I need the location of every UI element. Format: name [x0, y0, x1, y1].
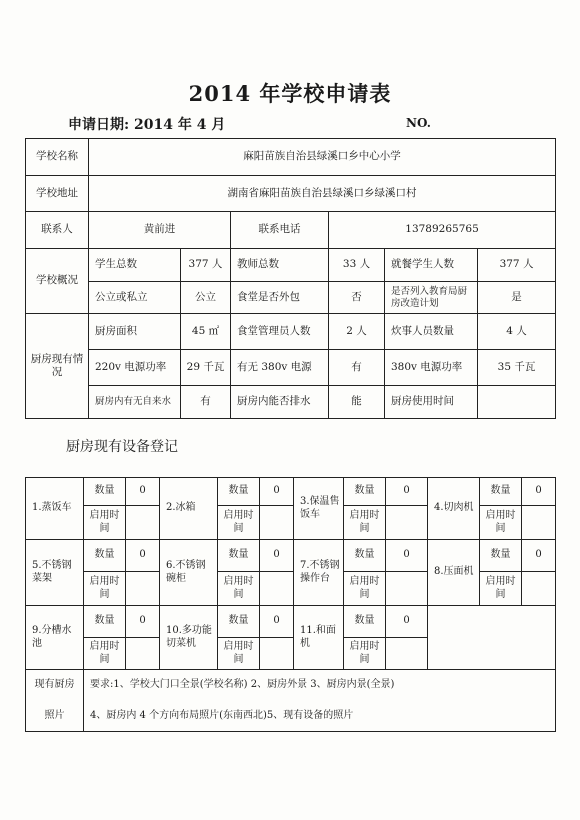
quantity-label: 数量 [218, 540, 260, 572]
start-date-value [260, 572, 294, 606]
kitchen-area-value: 45 ㎡ [181, 314, 231, 350]
tap-water-value: 有 [181, 386, 231, 419]
kitchen-usage-time-label: 厨房使用时间 [385, 386, 478, 419]
equipment-name: 9.分槽水池 [26, 606, 84, 670]
start-date-label: 启用时间 [344, 572, 386, 606]
quantity-label: 数量 [480, 478, 522, 506]
cook-staff-value: 4 人 [478, 314, 556, 350]
equipment-quantity: 0 [260, 540, 294, 572]
equipment-name: 3.保温售饭车 [294, 478, 344, 540]
equipment-quantity: 0 [126, 478, 160, 506]
school-address-value: 湖南省麻阳苗族自治县绿溪口乡绿溪口村 [89, 176, 556, 212]
teacher-total-label: 教师总数 [231, 249, 329, 282]
equipment-section-title: 厨房现有设备登记 [66, 439, 178, 455]
start-date-label: 启用时间 [84, 638, 126, 670]
student-total-label: 学生总数 [89, 249, 181, 282]
start-date-value [260, 638, 294, 670]
dining-students-label: 就餐学生人数 [385, 249, 478, 282]
renovation-plan-label: 是否列入教育局厨房改造计划 [385, 282, 478, 314]
quantity-label: 数量 [218, 478, 260, 506]
drainage-label: 厨房内能否排水 [231, 386, 329, 419]
school-address-label: 学校地址 [26, 176, 89, 212]
start-date-label: 启用时间 [480, 572, 522, 606]
equipment-name: 10.多功能切菜机 [160, 606, 218, 670]
start-date-label: 启用时间 [480, 506, 522, 540]
equipment-name: 6.不锈钢碗柜 [160, 540, 218, 606]
equipment-name: 5.不锈钢菜架 [26, 540, 84, 606]
power-220v-value: 29 千瓦 [181, 350, 231, 386]
equipment-quantity: 0 [260, 478, 294, 506]
start-date-value [126, 638, 160, 670]
quantity-label: 数量 [344, 540, 386, 572]
quantity-label: 数量 [84, 478, 126, 506]
start-date-label: 启用时间 [218, 572, 260, 606]
equipment-quantity: 0 [522, 540, 556, 572]
contact-person-label: 联系人 [26, 212, 89, 249]
quantity-label: 数量 [84, 540, 126, 572]
page-title: 2014 年学校申请表 [188, 81, 392, 106]
school-info-table [25, 138, 556, 419]
photo-label-line1: 现有厨房 [26, 670, 84, 701]
equipment-table [25, 477, 556, 732]
canteen-outsourced-label: 食堂是否外包 [231, 282, 329, 314]
start-date-label: 启用时间 [344, 638, 386, 670]
power-380v-label: 380v 电源功率 [385, 350, 478, 386]
equipment-quantity: 0 [260, 606, 294, 638]
equipment-name: 7.不锈钢操作台 [294, 540, 344, 606]
apply-date-line [68, 114, 225, 134]
start-date-value [126, 572, 160, 606]
equipment-quantity: 0 [126, 540, 160, 572]
public-private-value: 公立 [181, 282, 231, 314]
equipment-quantity: 0 [522, 478, 556, 506]
start-date-value [522, 506, 556, 540]
photo-requirement-line1: 要求:1、学校大门口全景(学校名称) 2、厨房外景 3、厨房内景(全景) [84, 670, 556, 701]
start-date-label: 启用时间 [218, 506, 260, 540]
contact-phone-label: 联系电话 [231, 212, 329, 249]
equipment-name: 4.切肉机 [428, 478, 480, 540]
start-date-value [386, 506, 428, 540]
start-date-value [386, 638, 428, 670]
start-date-value [522, 572, 556, 606]
apply-date-value: 2014 年 4 月 [134, 117, 226, 133]
drainage-value: 能 [329, 386, 385, 419]
quantity-label: 数量 [480, 540, 522, 572]
form-number-label: NO. [406, 116, 431, 130]
kitchen-usage-time-value [478, 386, 556, 419]
start-date-value [126, 506, 160, 540]
quantity-label: 数量 [84, 606, 126, 638]
dining-students-value: 377 人 [478, 249, 556, 282]
equipment-name: 11.和面机 [294, 606, 344, 670]
school-name-label: 学校名称 [26, 139, 89, 176]
has-380v-value: 有 [329, 350, 385, 386]
equipment-quantity: 0 [386, 478, 428, 506]
teacher-total-value: 33 人 [329, 249, 385, 282]
cook-staff-label: 炊事人员数量 [385, 314, 478, 350]
start-date-label: 启用时间 [84, 506, 126, 540]
start-date-label: 启用时间 [344, 506, 386, 540]
kitchen-area-label: 厨房面积 [89, 314, 181, 350]
start-date-value [260, 506, 294, 540]
start-date-value [386, 572, 428, 606]
contact-phone-value: 13789265765 [329, 212, 556, 249]
quantity-label: 数量 [218, 606, 260, 638]
power-220v-label: 220v 电源功率 [89, 350, 181, 386]
empty-equipment-slot [428, 606, 556, 670]
student-total-value: 377 人 [181, 249, 231, 282]
quantity-label: 数量 [344, 478, 386, 506]
equipment-name: 1.蒸饭车 [26, 478, 84, 540]
school-name-value: 麻阳苗族自治县绿溪口乡中心小学 [89, 139, 556, 176]
tap-water-label: 厨房内有无自来水 [89, 386, 181, 419]
equipment-name: 8.压面机 [428, 540, 480, 606]
kitchen-status-label: 厨房现有情况 [26, 314, 89, 419]
school-overview-label: 学校概况 [26, 249, 89, 314]
apply-date-label: 申请日期: [68, 117, 130, 133]
equipment-quantity: 0 [126, 606, 160, 638]
canteen-managers-value: 2 人 [329, 314, 385, 350]
start-date-label: 启用时间 [84, 572, 126, 606]
start-date-label: 启用时间 [218, 638, 260, 670]
equipment-quantity: 0 [386, 606, 428, 638]
canteen-outsourced-value: 否 [329, 282, 385, 314]
canteen-managers-label: 食堂管理员人数 [231, 314, 329, 350]
equipment-name: 2.冰箱 [160, 478, 218, 540]
has-380v-label: 有无 380v 电源 [231, 350, 329, 386]
equipment-quantity: 0 [386, 540, 428, 572]
photo-label-line2: 照片 [26, 701, 84, 732]
photo-requirement-line2: 4、厨房内 4 个方向布局照片(东南西北)5、现有设备的照片 [84, 701, 556, 732]
quantity-label: 数量 [344, 606, 386, 638]
contact-person-value: 黄前进 [89, 212, 231, 249]
power-380v-value: 35 千瓦 [478, 350, 556, 386]
renovation-plan-value: 是 [478, 282, 556, 314]
public-private-label: 公立或私立 [89, 282, 181, 314]
